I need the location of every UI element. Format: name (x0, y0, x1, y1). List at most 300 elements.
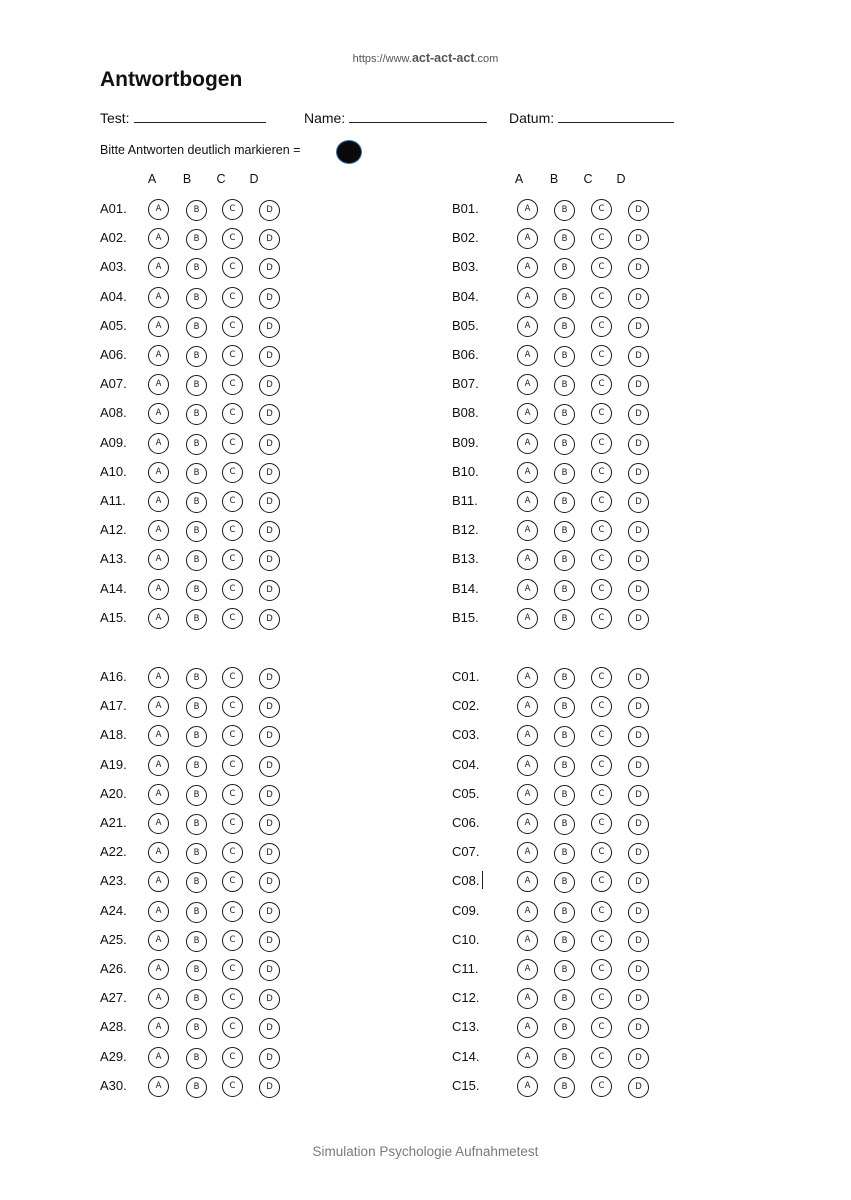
answer-bubble-a[interactable]: A (517, 345, 538, 366)
question-label: A24. (100, 902, 127, 918)
answer-bubble-b[interactable]: B (554, 697, 575, 718)
answer-bubble-c[interactable]: C (591, 813, 612, 834)
answer-bubble-a[interactable]: A (148, 608, 169, 629)
answer-bubble-b[interactable]: B (186, 902, 207, 923)
answer-bubble-d[interactable]: D (628, 317, 649, 338)
answer-bubble-d[interactable]: D (628, 258, 649, 279)
answer-bubble-b[interactable]: B (554, 434, 575, 455)
answer-bubble-a[interactable]: A (148, 784, 169, 805)
answer-bubble-d[interactable]: D (628, 434, 649, 455)
answer-bubble-d[interactable]: D (259, 580, 280, 601)
answer-bubble-a[interactable]: A (148, 199, 169, 220)
answer-bubble-b[interactable]: B (554, 550, 575, 571)
answer-bubble-b[interactable]: B (186, 317, 207, 338)
question-label: C14. (452, 1048, 480, 1064)
answer-bubble-b[interactable]: B (186, 404, 207, 425)
question-label: A21. (100, 815, 127, 830)
answer-bubble-d[interactable]: D (259, 375, 280, 396)
answer-bubble-b[interactable]: B (554, 1077, 575, 1098)
answer-bubble-a[interactable]: A (148, 579, 169, 600)
test-field[interactable] (100, 110, 266, 126)
answer-bubble-c[interactable]: C (222, 462, 243, 483)
answer-bubble-b[interactable]: B (186, 1018, 207, 1039)
site-url (0, 51, 851, 65)
answer-bubble-a[interactable]: A (148, 257, 169, 278)
answer-bubble-a[interactable]: A (148, 871, 169, 892)
question-label: B15. (452, 609, 479, 625)
answer-bubble-d[interactable]: D (259, 872, 280, 893)
answer-bubble-c[interactable]: C (222, 345, 243, 366)
answer-bubble-c[interactable]: C (591, 403, 612, 424)
answer-bubble-a[interactable]: A (517, 228, 538, 249)
answer-bubble-c[interactable]: C (222, 199, 243, 220)
answer-bubble-a[interactable]: A (517, 842, 538, 863)
answer-bubble-d[interactable]: D (259, 550, 280, 571)
answer-bubble-a[interactable]: A (517, 316, 538, 337)
answer-bubble-d[interactable]: D (628, 346, 649, 367)
question-label: A05. (100, 317, 127, 333)
answer-bubble-d[interactable]: D (628, 843, 649, 864)
question-label: A26. (100, 961, 127, 976)
question-label: B02. (452, 230, 479, 246)
answer-bubble-c[interactable]: C (222, 228, 243, 249)
answer-bubble-a[interactable]: A (517, 871, 538, 892)
answer-bubble-c[interactable]: C (222, 871, 243, 892)
answer-bubble-b[interactable]: B (186, 814, 207, 835)
question-label: B05. (452, 317, 479, 333)
answer-bubble-d[interactable]: D (628, 288, 649, 309)
answer-bubble-c[interactable]: C (222, 725, 243, 746)
answer-bubble-c[interactable]: C (591, 579, 612, 600)
answer-bubble-b[interactable]: B (186, 843, 207, 864)
answer-bubble-a[interactable]: A (148, 549, 169, 570)
answer-bubble-b[interactable]: B (554, 1018, 575, 1039)
answer-bubble-a[interactable]: A (148, 316, 169, 337)
answer-bubble-c[interactable]: C (591, 287, 612, 308)
answer-bubble-b[interactable]: B (554, 989, 575, 1010)
question-label: C10. (452, 931, 480, 947)
url-domain: act-act-act (411, 51, 475, 65)
answer-bubble-c[interactable]: C (591, 930, 612, 951)
answer-bubble-a[interactable]: A (517, 696, 538, 717)
answer-bubble-b[interactable]: B (186, 609, 207, 630)
question-label: B12. (452, 522, 479, 538)
column-header-d-right: D (616, 172, 626, 186)
answer-bubble-a[interactable]: A (148, 433, 169, 454)
answer-bubble-b[interactable]: B (554, 814, 575, 835)
question-label: A12. (100, 522, 127, 538)
answer-bubble-d[interactable]: D (259, 814, 280, 835)
answer-bubble-a[interactable]: A (148, 1017, 169, 1038)
answer-bubble-d[interactable]: D (259, 609, 280, 630)
answer-bubble-b[interactable]: B (554, 288, 575, 309)
answer-bubble-d[interactable]: D (628, 200, 649, 221)
answer-bubble-a[interactable]: A (148, 813, 169, 834)
answer-bubble-c[interactable]: C (222, 491, 243, 512)
text-cursor (482, 871, 483, 889)
question-label: A27. (100, 990, 127, 1006)
answer-bubble-d[interactable]: D (628, 872, 649, 893)
question-label: A22. (100, 844, 127, 860)
question-label: C11. (452, 961, 479, 976)
answer-bubble-c[interactable]: C (222, 579, 243, 600)
answer-bubble-b[interactable]: B (186, 785, 207, 806)
answer-bubble-a[interactable]: A (517, 813, 538, 834)
question-label: A13. (100, 551, 127, 567)
question-label: A30. (100, 1077, 127, 1093)
answer-bubble-d[interactable]: D (259, 697, 280, 718)
question-label: C02. (452, 698, 480, 714)
answer-bubble-b[interactable]: B (186, 434, 207, 455)
name-input-line[interactable] (349, 110, 487, 123)
answer-bubble-a[interactable]: A (517, 930, 538, 951)
question-label: B08. (452, 405, 479, 421)
answer-bubble-a[interactable]: A (517, 549, 538, 570)
answer-bubble-c[interactable]: C (591, 696, 612, 717)
answer-bubble-c[interactable]: C (591, 257, 612, 278)
answer-bubble-d[interactable]: D (628, 989, 649, 1010)
answer-bubble-a[interactable]: A (517, 403, 538, 424)
answer-bubble-c[interactable]: C (222, 1017, 243, 1038)
answer-bubble-d[interactable]: D (259, 931, 280, 952)
answer-bubble-c[interactable]: C (591, 667, 612, 688)
answer-bubble-b[interactable]: B (554, 726, 575, 747)
answer-bubble-b[interactable]: B (186, 668, 207, 689)
answer-bubble-d[interactable]: D (628, 463, 649, 484)
answer-bubble-c[interactable]: C (591, 901, 612, 922)
answer-bubble-b[interactable]: B (186, 200, 207, 221)
question-label: A03. (100, 259, 127, 275)
answer-bubble-d[interactable]: D (259, 258, 280, 279)
answer-bubble-c[interactable]: C (591, 433, 612, 454)
test-input-line[interactable] (134, 110, 266, 123)
answer-bubble-d[interactable]: D (628, 668, 649, 689)
answer-bubble-b[interactable]: B (186, 550, 207, 571)
answer-bubble-c[interactable]: C (222, 988, 243, 1009)
answer-bubble-a[interactable]: A (517, 579, 538, 600)
question-label: A25. (100, 931, 127, 947)
answer-bubble-a[interactable]: A (148, 403, 169, 424)
answer-bubble-d[interactable]: D (259, 785, 280, 806)
answer-bubble-c[interactable]: C (591, 520, 612, 541)
answer-bubble-b[interactable]: B (554, 580, 575, 601)
answer-bubble-d[interactable]: D (259, 463, 280, 484)
answer-bubble-a[interactable]: A (517, 374, 538, 395)
question-label: A29. (100, 1048, 127, 1064)
question-label: C13. (452, 1019, 480, 1035)
question-label: C06. (452, 815, 480, 830)
answer-bubble-a[interactable]: A (148, 345, 169, 366)
answer-bubble-d[interactable]: D (628, 1077, 649, 1098)
answer-bubble-b[interactable]: B (554, 346, 575, 367)
question-label: A23. (100, 873, 127, 889)
answer-bubble-b[interactable]: B (186, 960, 207, 981)
answer-bubble-a[interactable]: A (517, 959, 538, 980)
column-header-a-left: A (147, 172, 157, 186)
answer-bubble-c[interactable]: C (222, 959, 243, 980)
answer-bubble-d[interactable]: D (259, 521, 280, 542)
answer-bubble-a[interactable]: A (148, 755, 169, 776)
answer-bubble-b[interactable]: B (186, 463, 207, 484)
answer-bubble-a[interactable]: A (517, 725, 538, 746)
question-label: A09. (100, 434, 127, 450)
answer-bubble-d[interactable]: D (628, 785, 649, 806)
answer-bubble-d[interactable]: D (628, 697, 649, 718)
answer-bubble-c[interactable]: C (591, 959, 612, 980)
answer-bubble-b[interactable]: B (554, 609, 575, 630)
answer-bubble-a[interactable]: A (148, 901, 169, 922)
answer-bubble-b[interactable]: B (554, 931, 575, 952)
answer-bubble-c[interactable]: C (222, 842, 243, 863)
answer-bubble-d[interactable]: D (628, 404, 649, 425)
answer-bubble-c[interactable]: C (591, 988, 612, 1009)
answer-bubble-b[interactable]: B (554, 492, 575, 513)
answer-bubble-a[interactable]: A (517, 491, 538, 512)
answer-bubble-d[interactable]: D (628, 521, 649, 542)
answer-bubble-c[interactable]: C (591, 871, 612, 892)
page-title: Antwortbogen (100, 68, 243, 91)
answer-bubble-a[interactable]: A (148, 930, 169, 951)
answer-bubble-d[interactable]: D (259, 434, 280, 455)
question-label: A04. (100, 288, 127, 304)
answer-bubble-a[interactable]: A (517, 1076, 538, 1097)
answer-bubble-a[interactable]: A (148, 287, 169, 308)
answer-bubble-c[interactable]: C (591, 199, 612, 220)
answer-bubble-c[interactable]: C (222, 287, 243, 308)
answer-bubble-b[interactable]: B (554, 872, 575, 893)
date-input-line[interactable] (558, 110, 674, 123)
column-header-a-right: A (514, 172, 524, 186)
answer-bubble-b[interactable]: B (554, 1048, 575, 1069)
answer-bubble-c[interactable]: C (222, 667, 243, 688)
answer-bubble-a[interactable]: A (517, 1047, 538, 1068)
answer-bubble-b[interactable]: B (186, 580, 207, 601)
answer-bubble-b[interactable]: B (186, 1077, 207, 1098)
answer-bubble-d[interactable]: D (259, 492, 280, 513)
answer-bubble-b[interactable]: B (554, 843, 575, 864)
answer-bubble-a[interactable]: A (148, 988, 169, 1009)
question-label: A20. (100, 785, 127, 801)
answer-bubble-c[interactable]: C (591, 1047, 612, 1068)
answer-bubble-d[interactable]: D (259, 229, 280, 250)
answer-bubble-c[interactable]: C (222, 813, 243, 834)
question-label: C03. (452, 727, 480, 743)
answer-bubble-c[interactable]: C (222, 374, 243, 395)
test-label: Test: (100, 110, 130, 126)
answer-bubble-d[interactable]: D (628, 375, 649, 396)
answer-bubble-d[interactable]: D (259, 346, 280, 367)
question-label: A19. (100, 756, 127, 772)
answer-bubble-a[interactable]: A (517, 667, 538, 688)
answer-bubble-d[interactable]: D (628, 550, 649, 571)
answer-bubble-a[interactable]: A (148, 1047, 169, 1068)
answer-bubble-c[interactable]: C (591, 1017, 612, 1038)
answer-bubble-b[interactable]: B (186, 258, 207, 279)
answer-bubble-a[interactable]: A (517, 462, 538, 483)
answer-bubble-c[interactable]: C (591, 784, 612, 805)
answer-bubble-b[interactable]: B (186, 521, 207, 542)
answer-bubble-c[interactable]: C (591, 316, 612, 337)
answer-bubble-a[interactable]: A (517, 1017, 538, 1038)
answer-bubble-a[interactable]: A (517, 199, 538, 220)
answer-bubble-a[interactable]: A (517, 988, 538, 1009)
answer-bubble-a[interactable]: A (148, 228, 169, 249)
answer-bubble-c[interactable]: C (222, 403, 243, 424)
answer-bubble-d[interactable]: D (628, 814, 649, 835)
answer-bubble-c[interactable]: C (222, 608, 243, 629)
answer-bubble-d[interactable]: D (259, 288, 280, 309)
answer-bubble-b[interactable]: B (186, 756, 207, 777)
answer-bubble-d[interactable]: D (259, 1048, 280, 1069)
name-label: Name: (304, 110, 346, 126)
answer-bubble-b[interactable]: B (186, 697, 207, 718)
answer-bubble-c[interactable]: C (591, 608, 612, 629)
answer-bubble-d[interactable]: D (259, 726, 280, 747)
question-label: A17. (100, 698, 127, 714)
answer-bubble-a[interactable]: A (517, 433, 538, 454)
answer-bubble-c[interactable]: C (591, 549, 612, 570)
name-field[interactable] (304, 110, 487, 126)
answer-bubble-c[interactable]: C (591, 755, 612, 776)
answer-bubble-d[interactable]: D (259, 960, 280, 981)
answer-bubble-d[interactable]: D (628, 960, 649, 981)
answer-bubble-a[interactable]: A (148, 520, 169, 541)
answer-bubble-d[interactable]: D (259, 668, 280, 689)
answer-bubble-a[interactable]: A (148, 1076, 169, 1097)
answer-bubble-b[interactable]: B (186, 375, 207, 396)
question-label: C05. (452, 785, 480, 801)
answer-bubble-d[interactable]: D (628, 580, 649, 601)
answer-bubble-c[interactable]: C (591, 374, 612, 395)
answer-bubble-d[interactable]: D (259, 989, 280, 1010)
answer-bubble-b[interactable]: B (554, 258, 575, 279)
answer-bubble-b[interactable]: B (554, 756, 575, 777)
answer-bubble-c[interactable]: C (222, 1076, 243, 1097)
answer-bubble-c[interactable]: C (222, 549, 243, 570)
answer-bubble-c[interactable]: C (222, 784, 243, 805)
answer-bubble-b[interactable]: B (554, 521, 575, 542)
question-label: A14. (100, 580, 127, 596)
answer-bubble-a[interactable]: A (148, 374, 169, 395)
answer-bubble-d[interactable]: D (628, 726, 649, 747)
answer-bubble-b[interactable]: B (554, 902, 575, 923)
answer-bubble-a[interactable]: A (517, 901, 538, 922)
answer-bubble-d[interactable]: D (259, 1018, 280, 1039)
answer-bubble-a[interactable]: A (517, 784, 538, 805)
answer-bubble-c[interactable]: C (222, 433, 243, 454)
answer-bubble-d[interactable]: D (259, 902, 280, 923)
answer-bubble-b[interactable]: B (554, 317, 575, 338)
answer-bubble-c[interactable]: C (222, 520, 243, 541)
date-field[interactable] (509, 110, 674, 126)
answer-bubble-b[interactable]: B (554, 785, 575, 806)
answer-bubble-a[interactable]: A (148, 725, 169, 746)
answer-bubble-c[interactable]: C (222, 696, 243, 717)
answer-bubble-c[interactable]: C (222, 755, 243, 776)
answer-bubble-a[interactable]: A (148, 842, 169, 863)
answer-bubble-b[interactable]: B (186, 931, 207, 952)
question-label: C04. (452, 756, 480, 772)
answer-bubble-c[interactable]: C (591, 462, 612, 483)
answer-bubble-a[interactable]: A (517, 257, 538, 278)
answer-bubble-c[interactable]: C (591, 725, 612, 746)
answer-bubble-c[interactable]: C (591, 1076, 612, 1097)
answer-bubble-d[interactable]: D (628, 1018, 649, 1039)
answer-bubble-d[interactable]: D (259, 1077, 280, 1098)
question-label: B03. (452, 259, 479, 275)
answer-bubble-b[interactable]: B (554, 404, 575, 425)
answer-bubble-d[interactable]: D (628, 1048, 649, 1069)
answer-bubble-b[interactable]: B (186, 288, 207, 309)
question-label: B13. (452, 551, 479, 567)
answer-bubble-a[interactable]: A (148, 667, 169, 688)
answer-bubble-d[interactable]: D (628, 931, 649, 952)
column-header-b-left: B (182, 172, 192, 186)
answer-bubble-b[interactable]: B (186, 989, 207, 1010)
answer-bubble-a[interactable]: A (148, 491, 169, 512)
answer-bubble-c[interactable]: C (591, 842, 612, 863)
answer-bubble-c[interactable]: C (222, 901, 243, 922)
question-label: A28. (100, 1019, 127, 1035)
answer-bubble-c[interactable]: C (222, 930, 243, 951)
column-header-b-right: B (549, 172, 559, 186)
answer-bubble-d[interactable]: D (259, 200, 280, 221)
answer-bubble-a[interactable]: A (148, 462, 169, 483)
answer-bubble-a[interactable]: A (517, 520, 538, 541)
answer-bubble-b[interactable]: B (186, 492, 207, 513)
answer-bubble-c[interactable]: C (222, 316, 243, 337)
answer-bubble-d[interactable]: D (628, 229, 649, 250)
question-label: B11. (452, 493, 478, 508)
answer-bubble-a[interactable]: A (148, 959, 169, 980)
answer-bubble-c[interactable]: C (591, 228, 612, 249)
question-label: B06. (452, 347, 479, 362)
answer-bubble-b[interactable]: B (186, 346, 207, 367)
answer-bubble-c[interactable]: C (591, 345, 612, 366)
answer-bubble-d[interactable]: D (628, 492, 649, 513)
answer-bubble-b[interactable]: B (186, 229, 207, 250)
answer-bubble-a[interactable]: A (517, 755, 538, 776)
answer-bubble-b[interactable]: B (554, 229, 575, 250)
answer-bubble-d[interactable]: D (259, 843, 280, 864)
answer-bubble-c[interactable]: C (222, 257, 243, 278)
url-prefix: https://www. (352, 53, 412, 65)
answer-bubble-b[interactable]: B (554, 375, 575, 396)
answer-bubble-b[interactable]: B (186, 726, 207, 747)
answer-bubble-b[interactable]: B (554, 960, 575, 981)
answer-bubble-d[interactable]: D (628, 609, 649, 630)
question-label: A10. (100, 463, 127, 479)
answer-bubble-b[interactable]: B (186, 1048, 207, 1069)
instruction-text: Bitte Antworten deutlich markieren = (100, 143, 301, 157)
answer-bubble-b[interactable]: B (554, 668, 575, 689)
date-label: Datum: (509, 110, 555, 126)
answer-bubble-c[interactable]: C (591, 491, 612, 512)
answer-bubble-a[interactable]: A (148, 696, 169, 717)
answer-bubble-b[interactable]: B (554, 463, 575, 484)
answer-bubble-d[interactable]: D (628, 902, 649, 923)
answer-bubble-d[interactable]: D (628, 756, 649, 777)
answer-bubble-d[interactable]: D (259, 756, 280, 777)
answer-bubble-c[interactable]: C (222, 1047, 243, 1068)
question-label: A02. (100, 230, 127, 246)
answer-bubble-a[interactable]: A (517, 287, 538, 308)
answer-bubble-d[interactable]: D (259, 317, 280, 338)
answer-bubble-d[interactable]: D (259, 404, 280, 425)
answer-bubble-b[interactable]: B (186, 872, 207, 893)
answer-bubble-b[interactable]: B (554, 200, 575, 221)
answer-bubble-a[interactable]: A (517, 608, 538, 629)
